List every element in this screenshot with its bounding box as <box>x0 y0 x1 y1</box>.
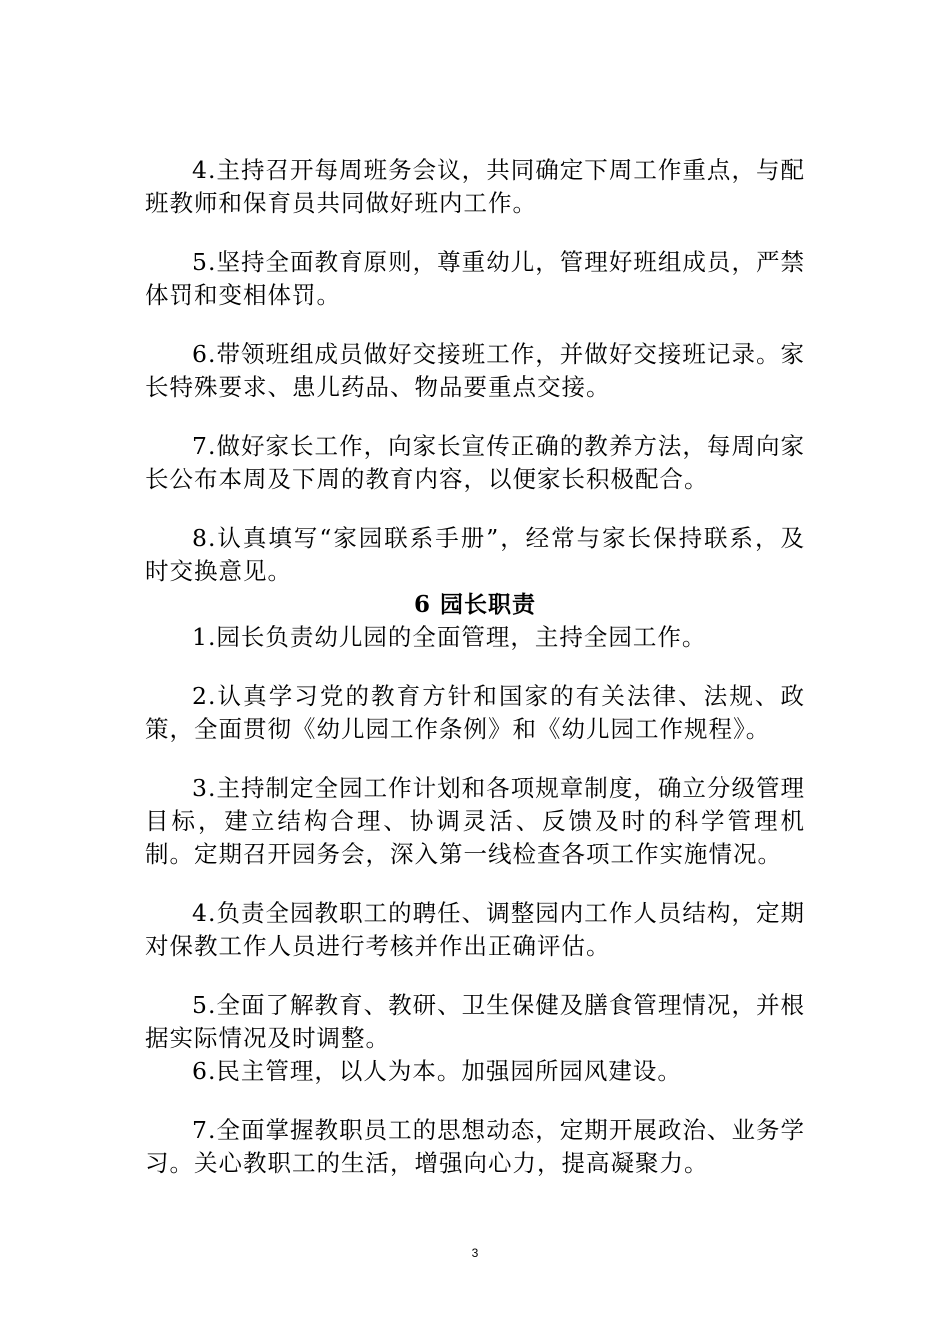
director-duty-5: 5.全面了解教育、教研、卫生保健及膳食管理情况，并根据实际情况及时调整。 <box>145 991 805 1052</box>
document-body <box>145 154 805 1180</box>
page-number: 3 <box>471 1246 479 1260</box>
director-duty-4: 4.负责全园教职工的聘任、调整园内工作人员结构，定期对保教工作人员进行考核并作出正确评估。 <box>145 899 805 960</box>
duty-item-5: 5.坚持全面教育原则，尊重幼儿，管理好班组成员，严禁体罚和变相体罚。 <box>145 248 805 309</box>
director-duty-1: 1.园长负责幼儿园的全面管理，主持全园工作。 <box>192 623 707 651</box>
section-heading: 6 园长职责 <box>413 591 536 618</box>
duty-item-4: 4.主持召开每周班务会议，共同确定下周工作重点，与配班教师和保育员共同做好班内工作。 <box>145 156 805 217</box>
director-duty-6: 6.民主管理，以人为本。加强园所园风建设。 <box>192 1057 682 1085</box>
director-duty-2: 2.认真学习党的教育方针和国家的有关法律、法规、政策，全面贯彻《幼儿园工作条例》和《幼儿园工作规程》。 <box>145 682 805 743</box>
duty-item-8: 8.认真填写“家园联系手册”，经常与家长保持联系，及时交换意见。 <box>145 524 805 585</box>
duty-item-6: 6.带领班组成员做好交接班工作，并做好交接班记录。家长特殊要求、患儿药品、物品要重点交接。 <box>145 340 805 401</box>
director-duty-7: 7.全面掌握教职员工的思想动态，定期开展政治、业务学习。关心教职工的生活，增强向心力，提高凝聚力。 <box>145 1116 805 1177</box>
director-duty-3: 3.主持制定全园工作计划和各项规章制度，确立分级管理目标，建立结构合理、协调灵活、反馈及时的科学管理机制。定期召开园务会，深入第一线检查各项工作实施情况。 <box>145 774 805 868</box>
duty-item-7: 7.做好家长工作，向家长宣传正确的教养方法，每周向家长公布本周及下周的教育内容，以便家长积极配合。 <box>145 432 805 493</box>
